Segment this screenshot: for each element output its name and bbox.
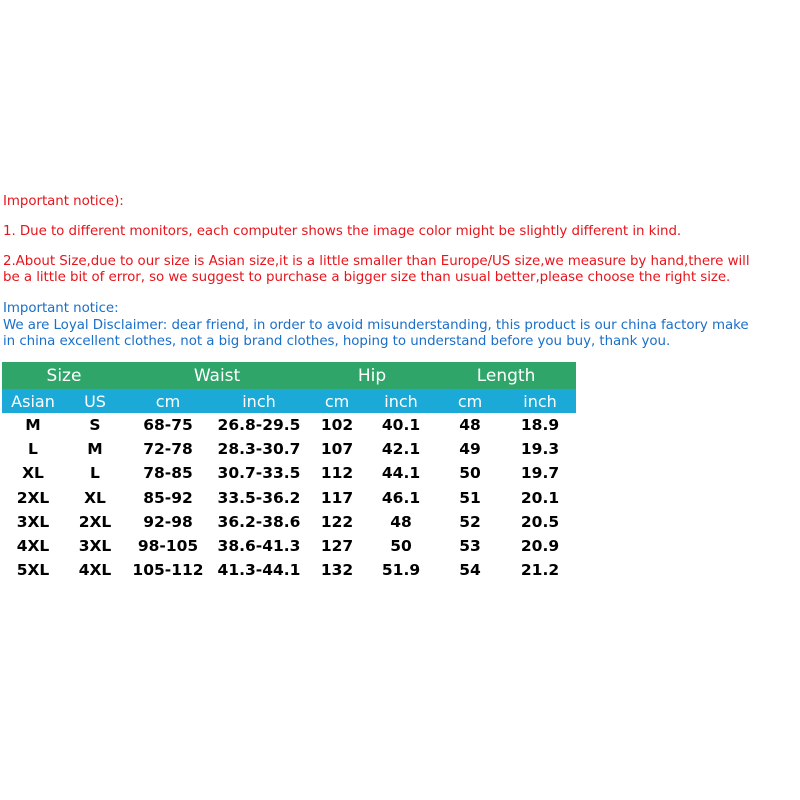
cell-hip-cm: 117 [320, 488, 354, 507]
cell-hip-cm: 102 [320, 416, 354, 435]
cell-us-size: 3XL [78, 537, 112, 556]
cell-asian-size: 3XL [16, 512, 50, 531]
notice-size-line-2: be a little bit of error, so we suggest to purchase a bigger size than usual better,please choose the right size. [3, 270, 731, 285]
cell-length-inch: 20.1 [520, 488, 560, 507]
subheader-waist-inch: inch [210, 389, 308, 413]
cell-hip-cm: 112 [320, 464, 354, 483]
notice-size-line-1: 2.About Size,due to our size is Asian size,it is a little smaller than Europe/US size,we measure by hand,there will [3, 254, 750, 269]
cell-waist-inch: 26.8-29.5 [217, 416, 301, 435]
notice-disclaimer-line-2: in china excellent clothes, not a big brand clothes, hoping to understand before you buy, thank you. [3, 334, 671, 349]
cell-asian-size: 2XL [16, 488, 50, 507]
cell-length-cm: 51 [459, 488, 481, 507]
cell-length-inch: 20.5 [520, 512, 560, 531]
group-header-length: Length [436, 362, 576, 389]
cell-length-inch: 21.2 [520, 561, 560, 580]
table-row [2, 510, 576, 534]
subheader-length-cm: cm [436, 389, 504, 413]
cell-hip-inch: 46.1 [381, 488, 421, 507]
cell-us-size: M [87, 440, 103, 459]
notice-heading-2: Important notice: [3, 301, 119, 316]
cell-waist-cm: 72-78 [143, 440, 193, 459]
table-subheader-row [2, 389, 576, 413]
cell-us-size: 2XL [78, 512, 112, 531]
table-row [2, 534, 576, 558]
subheader-us: US [64, 389, 126, 413]
cell-us-size: S [89, 416, 101, 435]
cell-length-inch: 18.9 [520, 416, 560, 435]
cell-us-size: 4XL [78, 561, 112, 580]
cell-waist-inch: 36.2-38.6 [217, 512, 301, 531]
table-row [2, 413, 576, 437]
group-header-hip: Hip [308, 362, 436, 389]
cell-length-cm: 54 [459, 561, 481, 580]
table-row [2, 486, 576, 510]
subheader-length-inch: inch [504, 389, 576, 413]
cell-waist-inch: 41.3-44.1 [217, 561, 301, 580]
cell-length-inch: 19.3 [520, 440, 560, 459]
cell-length-cm: 48 [459, 416, 481, 435]
cell-hip-cm: 122 [320, 512, 354, 531]
cell-hip-cm: 132 [320, 561, 354, 580]
cell-waist-inch: 33.5-36.2 [217, 488, 301, 507]
cell-hip-inch: 42.1 [381, 440, 421, 459]
cell-hip-inch: 48 [390, 512, 412, 531]
cell-length-cm: 50 [459, 464, 481, 483]
notice-heading-1: Important notice): [3, 194, 124, 209]
subheader-asian: Asian [2, 389, 64, 413]
subheader-waist-cm: cm [126, 389, 210, 413]
cell-hip-cm: 127 [320, 537, 354, 556]
cell-hip-inch: 50 [390, 537, 412, 556]
group-header-waist: Waist [126, 362, 308, 389]
cell-waist-inch: 28.3-30.7 [217, 440, 301, 459]
size-chart-table [2, 362, 576, 582]
cell-waist-cm: 92-98 [143, 512, 193, 531]
table-group-header-row [2, 362, 576, 389]
cell-asian-size: M [25, 416, 41, 435]
cell-length-cm: 52 [459, 512, 481, 531]
cell-length-cm: 49 [459, 440, 481, 459]
table-row [2, 437, 576, 461]
table-row [2, 558, 576, 582]
size-table-body [2, 413, 576, 582]
cell-waist-inch: 30.7-33.5 [217, 464, 301, 483]
cell-hip-inch: 40.1 [381, 416, 421, 435]
group-header-size: Size [2, 362, 126, 389]
table-row [2, 461, 576, 485]
cell-waist-cm: 68-75 [143, 416, 193, 435]
cell-us-size: L [90, 464, 100, 483]
notice-color-disclaimer: 1. Due to different monitors, each computer shows the image color might be slightly different in kind. [3, 224, 682, 239]
notice-disclaimer-line-1: We are Loyal Disclaimer: dear friend, in order to avoid misunderstanding, this product is our china factory make [3, 318, 749, 333]
cell-hip-inch: 51.9 [381, 561, 421, 580]
cell-us-size: XL [84, 488, 106, 507]
cell-length-cm: 53 [459, 537, 481, 556]
cell-waist-cm: 98-105 [137, 537, 199, 556]
cell-length-inch: 20.9 [520, 537, 560, 556]
cell-waist-cm: 105-112 [132, 561, 204, 580]
cell-length-inch: 19.7 [520, 464, 560, 483]
cell-hip-inch: 44.1 [381, 464, 421, 483]
cell-hip-cm: 107 [320, 440, 354, 459]
cell-asian-size: L [28, 440, 38, 459]
subheader-hip-inch: inch [366, 389, 436, 413]
cell-asian-size: XL [22, 464, 44, 483]
cell-waist-inch: 38.6-41.3 [217, 537, 301, 556]
cell-waist-cm: 85-92 [143, 488, 193, 507]
cell-waist-cm: 78-85 [143, 464, 193, 483]
subheader-hip-cm: cm [308, 389, 366, 413]
cell-asian-size: 4XL [16, 537, 50, 556]
cell-asian-size: 5XL [16, 561, 50, 580]
